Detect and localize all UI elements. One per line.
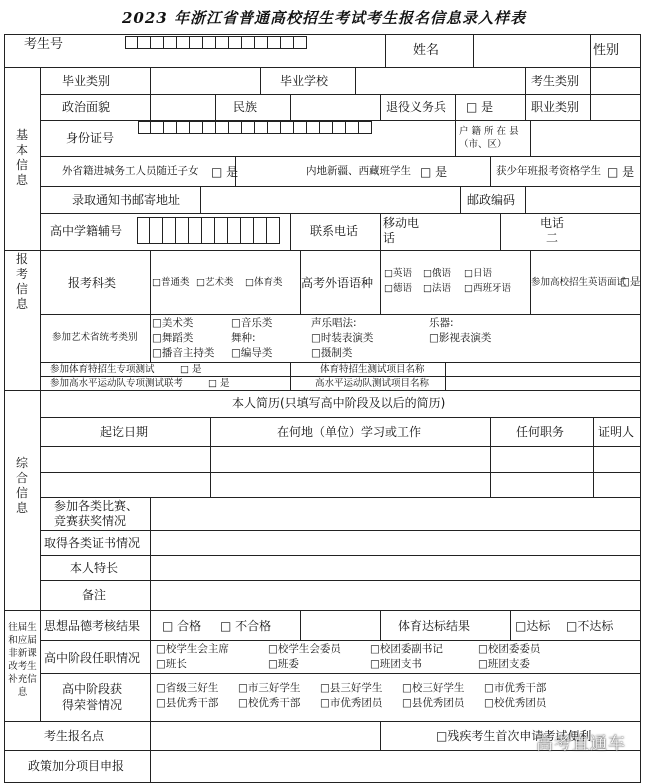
veteran-label: 退役义务兵: [386, 100, 447, 114]
post-opt[interactable]: □校学生会主席: [156, 643, 229, 655]
certs-label: 取得各类证书情况: [44, 536, 141, 550]
watermark-text: 高考直通车: [536, 734, 626, 754]
lang-opt-german[interactable]: □德语: [384, 283, 412, 294]
supplement-side-label: 往届生和应届非新课改考生补充信息: [8, 622, 37, 698]
pe-checkbox[interactable]: □ 是: [180, 364, 202, 375]
art-opt-music[interactable]: □音乐类: [231, 317, 273, 329]
lang-opt-spanish[interactable]: □西班牙语: [464, 283, 511, 294]
postcode-label: 邮政编码: [467, 193, 516, 207]
art-instrument-label: 乐器:: [429, 317, 454, 329]
veteran-checkbox[interactable]: □ 是: [466, 100, 494, 114]
address-label: 录取通知书邮寄地址: [72, 193, 181, 207]
lang-opt-japanese[interactable]: □日语: [464, 268, 492, 279]
lang-opt-russian[interactable]: □俄语: [423, 268, 451, 279]
juvenile-label: 获少年班报考资格学生: [496, 165, 601, 177]
section-basic-label: 基本信息: [15, 128, 28, 187]
post-opt[interactable]: □班长: [156, 658, 187, 670]
section-apply-label: 报考信息: [15, 252, 28, 311]
id-no-label: 身份证号: [66, 131, 115, 145]
xinjiang-label: 内地新疆、西藏班学生: [306, 165, 411, 177]
moral-pass-checkbox[interactable]: □ 合格: [162, 619, 202, 633]
elite-label: 参加高水平运动队专项测试联考: [50, 378, 184, 389]
honor-opt[interactable]: □县优秀团员: [402, 697, 465, 709]
politics-label: 政治面貌: [62, 100, 111, 114]
name-label: 姓名: [413, 43, 440, 58]
col-position: 任何职务: [516, 425, 565, 439]
section-general-label: 综合信息: [15, 456, 28, 515]
lang-opt-french[interactable]: □法语: [423, 283, 451, 294]
pe-item-label: 体育特招生测试项目名称: [320, 364, 425, 375]
bonus-label: 政策加分项目申报: [28, 759, 125, 773]
resume-heading: 本人简历(只填写高中阶段及以后的简历): [232, 396, 446, 410]
honors-label: 高中阶段获得荣誉情况: [62, 682, 123, 712]
subject-opt-art[interactable]: □艺术类: [196, 277, 234, 288]
honor-opt[interactable]: □市优秀团员: [320, 697, 383, 709]
art-opt-fashion[interactable]: □时装表演类: [311, 332, 374, 344]
post-opt[interactable]: □校团委副书记: [370, 643, 443, 655]
pe-standard-label: 体育达标结果: [398, 619, 471, 633]
honor-opt[interactable]: □省级三好生: [156, 682, 219, 694]
skills-label: 本人特长: [70, 561, 119, 575]
migrant-label: 外省籍进城务工人员随迁子女: [62, 165, 199, 177]
honor-opt[interactable]: □校优秀团员: [484, 697, 547, 709]
honor-opt[interactable]: □县三好学生: [320, 682, 383, 694]
elite-item-label: 高水平运动队测试项目名称: [315, 378, 430, 389]
juvenile-checkbox[interactable]: □ 是: [607, 165, 635, 179]
oral-label: 参加高校招生英语面试: [531, 277, 627, 288]
ethnicity-label: 民族: [233, 100, 258, 114]
school-reg-boxes[interactable]: [137, 217, 280, 244]
post-opt[interactable]: □校团委委员: [478, 643, 541, 655]
art-label: 参加艺术省统考类别: [52, 332, 138, 343]
occupation-label: 职业类别: [531, 100, 580, 114]
post-opt[interactable]: □班委: [268, 658, 299, 670]
honor-opt[interactable]: □县优秀干部: [156, 697, 219, 709]
grad-type-label: 毕业类别: [62, 74, 111, 88]
exam-site-label: 考生报名点: [44, 729, 105, 743]
pe-fail-checkbox[interactable]: □不达标: [566, 619, 614, 633]
moral-label: 思想品德考核结果: [44, 619, 141, 633]
art-opt-broadcast[interactable]: □播音主持类: [152, 347, 215, 359]
grad-school-label: 毕业学校: [280, 74, 329, 88]
id-no-boxes[interactable]: [138, 121, 372, 134]
col-dates: 起讫日期: [100, 425, 149, 439]
art-opt-film[interactable]: □影视表演类: [429, 332, 492, 344]
disability-checkbox[interactable]: □残疾考生首次申请考试便利: [436, 729, 592, 743]
subject-label: 报考科类: [68, 276, 117, 290]
form-title: 2023 年浙江省普通高校招生考试考生报名信息录入样表: [122, 9, 526, 27]
subject-opt-pe[interactable]: □体育类: [245, 277, 283, 288]
awards-label: 参加各类比赛、竞赛获奖情况: [54, 499, 139, 528]
exam-no-boxes[interactable]: [125, 36, 307, 49]
art-opt-directing[interactable]: □编导类: [231, 347, 273, 359]
school-reg-label: 高中学籍辅号: [50, 224, 123, 238]
xinjiang-checkbox[interactable]: □ 是: [420, 165, 448, 179]
honor-opt[interactable]: □市优秀干部: [484, 682, 547, 694]
honor-opt[interactable]: □校三好学生: [402, 682, 465, 694]
phone2-label: 电话二: [539, 216, 564, 245]
pe-pass-checkbox[interactable]: □达标: [515, 619, 551, 633]
post-opt[interactable]: □班团支书: [370, 658, 422, 670]
hukou-label: 户 籍 所 在 县（市、区）: [459, 126, 519, 150]
art-opt-production[interactable]: □摄制类: [311, 347, 353, 359]
oral-checkbox[interactable]: □是: [620, 276, 641, 288]
moral-fail-checkbox[interactable]: □ 不合格: [220, 619, 272, 633]
exam-no-label: 考生号: [24, 37, 64, 52]
honor-opt[interactable]: □校优秀干部: [238, 697, 301, 709]
pe-label: 参加体育特招生专项测试: [50, 364, 155, 375]
art-opt-dance[interactable]: □舞蹈类: [152, 332, 194, 344]
elite-checkbox[interactable]: □ 是: [208, 378, 230, 389]
mobile-label: 移动电话: [383, 216, 420, 245]
subject-opt-general[interactable]: □普通类: [152, 277, 190, 288]
col-place: 在何地（单位）学习或工作: [277, 425, 422, 439]
art-opt-fine[interactable]: □美术类: [152, 317, 194, 329]
gender-label: 性别: [593, 43, 620, 58]
honor-opt[interactable]: □市三好学生: [238, 682, 301, 694]
posts-label: 高中阶段任职情况: [44, 651, 141, 665]
col-referee: 证明人: [598, 425, 635, 439]
phone-label: 联系电话: [310, 224, 359, 238]
student-type-label: 考生类别: [531, 74, 580, 88]
lang-opt-english[interactable]: □英语: [384, 268, 412, 279]
post-opt[interactable]: □班团支委: [478, 658, 530, 670]
notes-label: 备注: [82, 588, 107, 602]
migrant-checkbox[interactable]: □ 是: [211, 165, 239, 179]
art-dance-type-label: 舞种:: [231, 332, 256, 344]
lang-label: 高考外语语种: [301, 276, 374, 290]
art-vocal-label: 声乐唱法:: [311, 317, 357, 329]
post-opt[interactable]: □校学生会委员: [268, 643, 341, 655]
